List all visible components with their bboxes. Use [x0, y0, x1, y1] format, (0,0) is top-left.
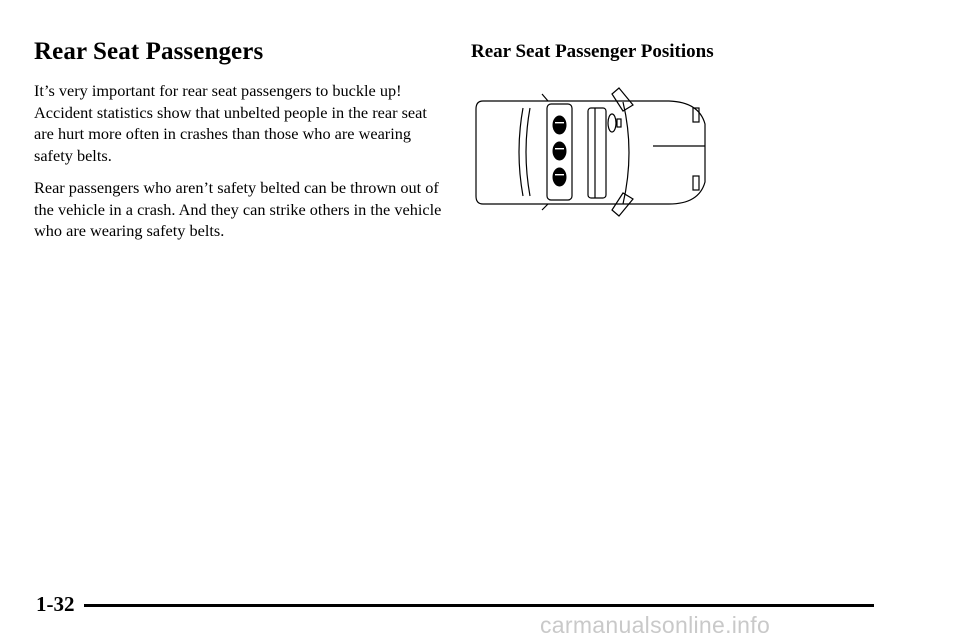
paragraph-2: Rear passengers who aren’t safety belted can be thrown out of the vehicle in a crash. And they can strike others in the vehicle who are wearing safety belts.: [34, 178, 442, 240]
passenger-rear-center: [553, 142, 566, 160]
windshield: [623, 102, 629, 204]
section-title: Rear Seat Passengers: [34, 38, 264, 65]
rear-deck-lines: [519, 108, 530, 196]
front-door-left: [612, 88, 633, 111]
right-column: [471, 41, 931, 63]
steering-wheel: [608, 114, 616, 132]
rear-seat-positions-diagram: [473, 86, 713, 218]
subsection-title: Rear Seat Passenger Positions: [471, 41, 714, 62]
paragraph-1: It’s very important for rear seat passengers to buckle up! Accident statistics show that unbelted people in the rear seat are hurt more often in crashes than those who are wearing safety belts.: [34, 81, 427, 165]
footer-rule: [84, 604, 874, 607]
car-body-outline: [476, 101, 705, 204]
mirror-bottom: [693, 176, 699, 190]
left-column: [34, 38, 444, 253]
watermark: carmanualsonline.info: [540, 612, 771, 638]
passenger-rear-left: [553, 116, 566, 134]
front-seats: [588, 108, 606, 198]
passenger-rear-right: [553, 168, 566, 186]
page-number: 1-32: [36, 592, 75, 616]
